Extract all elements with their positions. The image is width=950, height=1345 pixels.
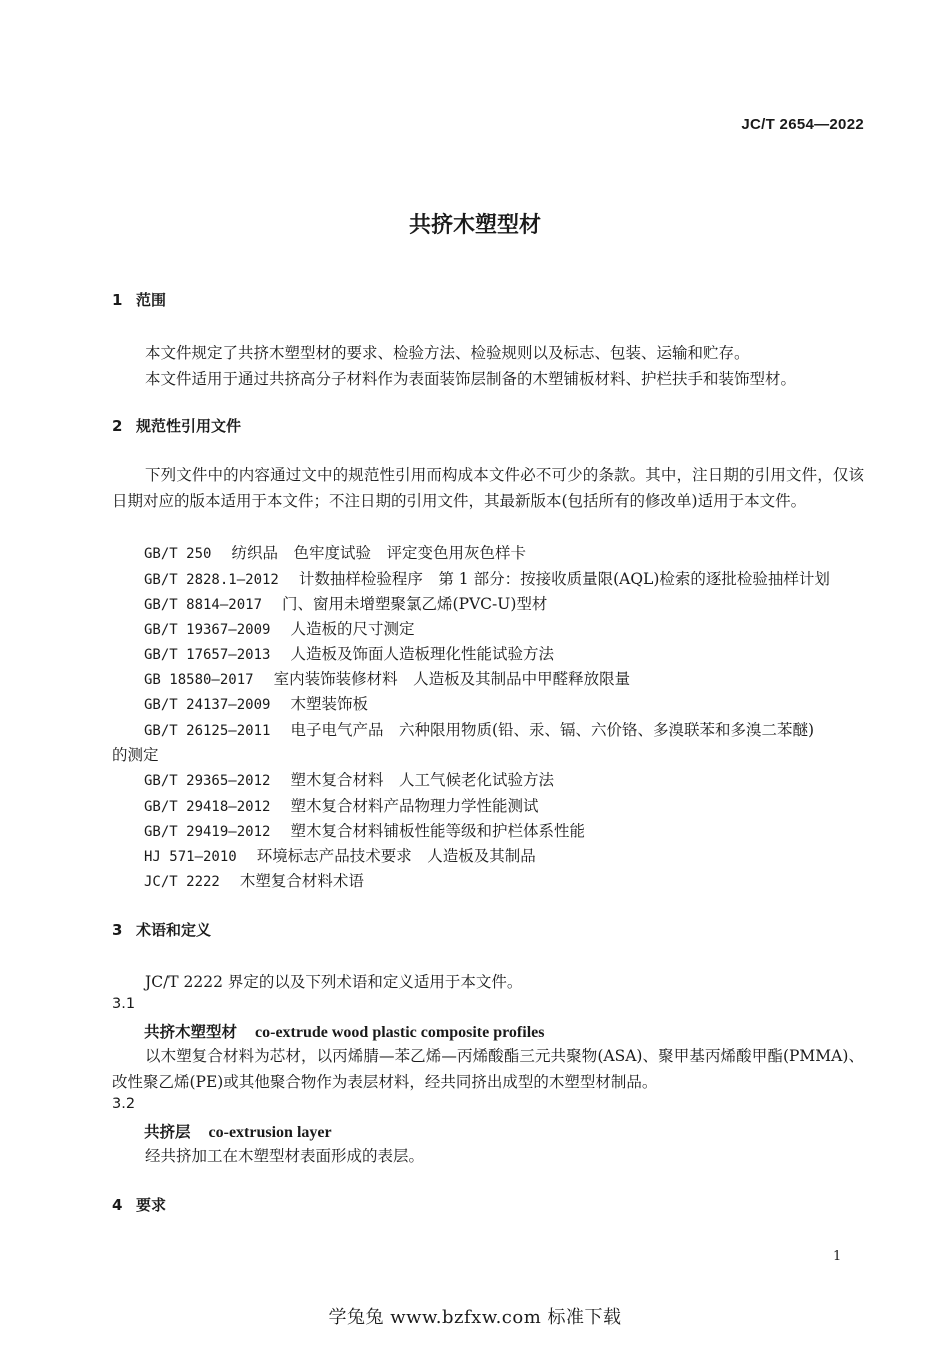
reference-code: GB/T 29365—2012 bbox=[144, 773, 271, 789]
term-chinese: 共挤层 bbox=[144, 1123, 191, 1141]
reference-name: 塑木复合材料产品物理力学性能测试 bbox=[290, 797, 539, 815]
term-english: co-extrude wood plastic composite profiles bbox=[255, 1024, 545, 1041]
scope-paragraph-2: 本文件适用于通过共挤高分子材料作为表面装饰层制备的木塑铺板材料、护栏扶手和装饰型材。 bbox=[145, 370, 797, 388]
reference-name: 人造板及饰面人造板理化性能试验方法 bbox=[290, 645, 554, 663]
term-definition: 经共挤加工在木塑型材表面形成的表层。 bbox=[145, 1147, 425, 1165]
reference-code: GB/T 17657—2013 bbox=[144, 647, 271, 663]
section-title: 术语和定义 bbox=[136, 921, 212, 939]
reference-name: 环境标志产品技术要求 人造板及其制品 bbox=[256, 847, 536, 865]
footer-watermark: 学兔兔 www.bzfxw.com 标准下载 bbox=[328, 1307, 622, 1328]
reference-item bbox=[144, 869, 364, 891]
section-number: 2 bbox=[112, 417, 123, 435]
reference-name: 门、窗用未增塑聚氯乙烯(PVC-U)型材 bbox=[282, 595, 548, 613]
reference-name: 计数抽样检验程序 第 1 部分：按接收质量限(AQL)检索的逐批检验抽样计划 bbox=[298, 570, 830, 588]
term-definition: 以木塑复合材料为芯材，以丙烯腈—苯乙烯—丙烯酸酯三元共聚物(ASA)、聚甲基丙烯酸甲酯(PMMA)、改性聚乙烯(PE)或其他聚合物作为表层材料，经共同挤出成型的木塑型材制品。 bbox=[112, 1047, 864, 1091]
reference-code: GB/T 26125—2011 bbox=[144, 723, 271, 739]
page-number: 1 bbox=[833, 1249, 842, 1264]
term-heading bbox=[144, 1120, 332, 1142]
reference-code: JC/T 2222 bbox=[144, 874, 220, 890]
reference-code: GB/T 250 bbox=[144, 546, 212, 562]
reference-code: GB/T 29418—2012 bbox=[144, 799, 271, 815]
reference-item bbox=[144, 642, 554, 664]
term-english: co-extrusion layer bbox=[208, 1124, 332, 1141]
term-chinese: 共挤木塑型材 bbox=[144, 1023, 238, 1041]
reference-item bbox=[144, 692, 368, 714]
reference-code: GB/T 19367—2009 bbox=[144, 622, 271, 638]
reference-name: 纺织品 色牢度试验 评定变色用灰色样卡 bbox=[231, 544, 526, 562]
section-heading-terms bbox=[112, 919, 211, 940]
section-heading-requirements bbox=[112, 1194, 166, 1215]
document-title: 共挤木塑型材 bbox=[408, 213, 541, 238]
reference-item bbox=[144, 819, 585, 841]
reference-code: GB/T 29419—2012 bbox=[144, 824, 271, 840]
reference-item bbox=[144, 592, 547, 614]
normative-intro-paragraph: 下列文件中的内容通过文中的规范性引用而构成本文件必不可少的条款。其中，注日期的引用文件，仅该日期对应的版本适用于本文件；不注日期的引用文件，其最新版本(包括所有的修改单)适用于本文件。 bbox=[112, 466, 864, 510]
reference-name: 室内装饰装修材料 人造板及其制品中甲醛释放限量 bbox=[273, 670, 631, 688]
term-number: 3.2 bbox=[112, 1096, 136, 1112]
section-title: 规范性引用文件 bbox=[136, 417, 242, 435]
reference-name: 塑木复合材料铺板性能等级和护栏体系性能 bbox=[290, 822, 585, 840]
reference-item bbox=[144, 541, 526, 563]
reference-item bbox=[144, 844, 536, 866]
reference-name: 塑木复合材料 人工气候老化试验方法 bbox=[290, 771, 554, 789]
reference-name: 木塑复合材料术语 bbox=[239, 872, 364, 890]
section-heading-normative-references bbox=[112, 415, 241, 436]
reference-item bbox=[144, 567, 830, 589]
reference-item bbox=[144, 718, 814, 740]
section-heading-scope bbox=[112, 289, 166, 310]
reference-name: 人造板的尺寸测定 bbox=[290, 620, 415, 638]
reference-item bbox=[144, 794, 538, 816]
reference-item bbox=[144, 617, 414, 639]
reference-code: GB/T 2828.1—2012 bbox=[144, 572, 279, 588]
reference-continuation: 的测定 bbox=[112, 746, 159, 764]
reference-code: HJ 571—2010 bbox=[144, 849, 237, 865]
reference-name: 电子电气产品 六种限用物质(铅、汞、镉、六价铬、多溴联苯和多溴二苯醚) bbox=[290, 721, 815, 739]
section-number: 3 bbox=[112, 921, 123, 939]
reference-code: GB/T 24137—2009 bbox=[144, 697, 271, 713]
section-number: 4 bbox=[112, 1196, 123, 1214]
terms-intro: JC/T 2222 界定的以及下列术语和定义适用于本文件。 bbox=[145, 973, 523, 991]
term-heading bbox=[144, 1020, 544, 1042]
reference-item bbox=[144, 667, 630, 689]
reference-code: GB 18580—2017 bbox=[144, 672, 254, 688]
scope-paragraph-1: 本文件规定了共挤木塑型材的要求、检验方法、检验规则以及标志、包装、运输和贮存。 bbox=[145, 344, 750, 362]
section-number: 1 bbox=[112, 291, 123, 309]
reference-code: GB/T 8814—2017 bbox=[144, 597, 263, 613]
section-title: 范围 bbox=[136, 291, 167, 309]
term-number: 3.1 bbox=[112, 996, 136, 1012]
reference-item bbox=[144, 768, 554, 790]
standard-number: JC/T 2654—2022 bbox=[741, 116, 864, 133]
section-title: 要求 bbox=[136, 1196, 167, 1214]
reference-name: 木塑装饰板 bbox=[290, 695, 368, 713]
